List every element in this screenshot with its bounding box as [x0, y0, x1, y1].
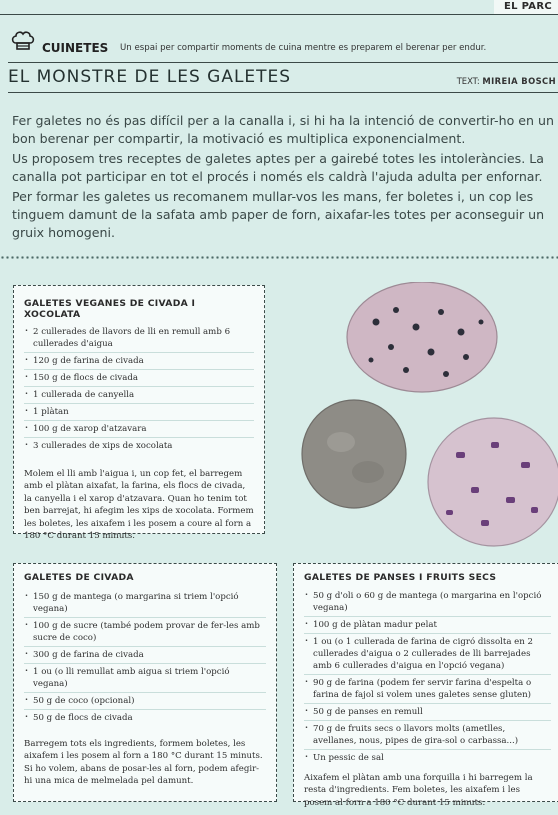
ingredient-list: [304, 588, 551, 766]
recipe-method: Molem el lli amb l'aigua i, un cop fet, el barregem amb el plàtan aixafat, la farina, els flocs de civada, la canyella i el xarop d'atzavara. Quan ho tenim tot ben barrejat, hi afegim les xips de xocolata. Formem les boletes, les aixafem i les posem a coure al forn a 180 °C durant 15 minuts.: [24, 469, 254, 542]
ingredient-item: · 120 g de farina de civada: [24, 353, 254, 370]
recipe-card: [293, 563, 558, 808]
recipe-title: GALETES DE CIVADA: [24, 572, 134, 583]
ingredient-item: · 1 ou (o 1 cullerada de farina de cigró dissolta en 2 cullerades d'aigua o 2 cullerades de lli barrejades amb 6 cullerades d'aigua en l'opció vegana): [304, 634, 551, 675]
intro-text: [12, 112, 556, 244]
cookies-illustration: [296, 282, 558, 552]
intro-paragraph: Per formar les galetes us recomanem mullar-vos les mans, fer boletes i, un cop les tinguem damunt de la safata amb paper de forn, aixafar-les totes per aconseguir un gruix homogeni.: [12, 189, 545, 240]
chef-hat-icon: [10, 29, 36, 55]
ingredient-item: · 50 g de coco (opcional): [24, 693, 266, 710]
ingredient-item: · 100 g de plàtan madur pelat: [304, 617, 551, 634]
ingredient-item: · 3 cullerades de xips de xocolata: [24, 438, 254, 454]
ingredient-list: [24, 589, 266, 726]
ingredient-item: · 100 g de xarop d'atzavara: [24, 421, 254, 438]
ingredient-item: · 50 g de panses en remull: [304, 704, 551, 721]
ingredient-item: · 1 cullerada de canyella: [24, 387, 254, 404]
brand-description: Un espai per compartir moments de cuina mentre es preparem el berenar per endur.: [120, 43, 487, 53]
ingredient-item: · 70 g de fruits secs o llavors molts (ametlles, avellanes, nous, pipes de gira-sol o carbassa...): [304, 721, 551, 750]
ingredient-item: · 50 g de flocs de civada: [24, 710, 266, 726]
recipe-title: GALETES DE PANSES I FRUITS SECS: [304, 572, 497, 583]
recipe-title: GALETES VEGANES DE CIVADA I XOCOLATA: [24, 298, 196, 320]
recipe-card: [13, 563, 277, 802]
page-title: EL MONSTRE DE LES GALETES: [8, 67, 292, 87]
ingredient-list: [24, 324, 254, 454]
ingredient-item: · 300 g de farina de civada: [24, 647, 266, 664]
recipe-method: Aixafem el plàtan amb una forquilla i hi barregem la resta d'ingredients. Fem boletes, les aixafem i les posem al forn a 180 °C durant 15 minuts.: [304, 773, 533, 808]
ingredient-item: · Un pessic de sal: [304, 750, 551, 766]
header-rule: [8, 62, 558, 63]
ingredient-item: · 2 cullerades de llavors de lli en remull amb 6 cullerades d'aigua: [24, 324, 254, 353]
intro-paragraph: Fer galetes no és pas difícil per a la canalla i, si hi ha la intenció de convertir-ho en un bon berenar per compartir, la motivació es multiplica exponencialment.: [12, 113, 554, 146]
credit-author: MIREIA BOSCH: [482, 76, 556, 86]
ingredient-item: · 150 g de mantega (o margarina si triem l'opció vegana): [24, 589, 266, 618]
chocolate-chip-cookie: [347, 282, 497, 392]
ingredient-item: · 1 plàtan: [24, 404, 254, 421]
top-rule: [0, 14, 558, 15]
recipe-card: [13, 285, 265, 542]
brand-name: CUINETES: [42, 41, 109, 55]
oat-cookie: [302, 400, 406, 508]
ingredient-item: · 1 ou (o lli remullat amb aigua si triem l'opció vegana): [24, 664, 266, 693]
title-rule: [8, 92, 558, 93]
section-tag: EL PARC: [494, 0, 558, 14]
ingredient-item: · 100 g de sucre (també podem provar de fer-les amb sucre de coco): [24, 618, 266, 647]
ingredient-item: · 90 g de farina (podem fer servir farina d'espelta o farina de fajol si volem unes galetes sense gluten): [304, 675, 551, 704]
ingredient-item: · 150 g de flocs de civada: [24, 370, 254, 387]
column-header: [8, 33, 550, 59]
raisin-nut-cookie: [428, 418, 558, 546]
intro-paragraph: Us proposem tres receptes de galetes aptes per a gairebé totes les intoleràncies. La canalla pot participar en tot el procés i només els caldrà l'ajuda adulta per enfornar.: [12, 151, 544, 184]
author-credit: [457, 76, 556, 86]
credit-label: TEXT:: [456, 76, 480, 86]
recipe-method: Barregem tots els ingredients, formem boletes, les aixafem i les posem al forn a 180 °C durant 15 minuts. Si ho volem, abans de posar-les al forn, podem afegir-hi una mica de melmelada pel damunt.: [24, 739, 263, 787]
dotted-separator: [0, 255, 558, 261]
ingredient-item: · 50 g d'oli o 60 g de mantega (o margarina en l'opció vegana): [304, 588, 551, 617]
